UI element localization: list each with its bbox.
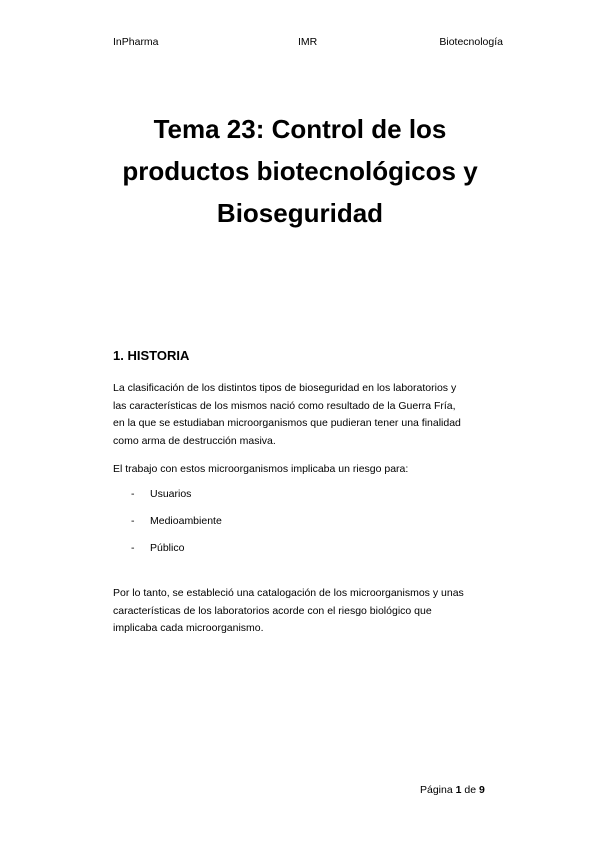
- header-center-text: IMR: [298, 36, 318, 48]
- paragraph-risk-intro: [113, 461, 493, 479]
- paragraph-line: en la que se estudiaban microorganismos que pudieran tener una finalidad: [113, 417, 461, 429]
- page-header: [113, 36, 503, 52]
- total-pages: 9: [479, 784, 485, 796]
- paragraph-line: La clasificación de los distintos tipos de bioseguridad en los laboratorios y: [113, 382, 457, 394]
- paragraph-history: [113, 380, 493, 450]
- page-number: [420, 784, 485, 796]
- dash-marker: -: [131, 542, 135, 554]
- title-line: Bioseguridad: [216, 198, 384, 228]
- paragraph-line: implicaba cada microorganismo.: [113, 622, 264, 634]
- page-label: Página: [420, 784, 453, 796]
- paragraph-conclusion: [113, 585, 493, 638]
- list-item-text: Público: [150, 542, 185, 554]
- dash-marker: -: [131, 488, 135, 500]
- list-item-text: Usuarios: [150, 488, 192, 500]
- paragraph-line: las características de los mismos nació como resultado de la Guerra Fría,: [113, 399, 456, 412]
- list-item-text: Medioambiente: [150, 515, 222, 527]
- paragraph-line: como arma de destrucción masiva.: [113, 434, 276, 447]
- header-left-text: InPharma: [113, 36, 159, 48]
- document-title: [100, 108, 500, 234]
- header-right-text: Biotecnología: [439, 36, 503, 48]
- dash-marker: -: [131, 515, 135, 527]
- of-label: de: [464, 784, 477, 796]
- current-page: 1: [455, 784, 462, 796]
- title-line: Tema 23: Control de los: [153, 114, 447, 144]
- paragraph-line: Por lo tanto, se estableció una catalogación de los microorganismos y unas: [113, 587, 464, 599]
- title-line: productos biotecnológicos y: [122, 156, 478, 186]
- paragraph-line: El trabajo con estos microorganismos implicaba un riesgo para:: [113, 463, 409, 475]
- paragraph-line: características de los laboratorios acorde con el riesgo biológico que: [113, 604, 432, 617]
- section-heading: 1. HISTORIA: [113, 348, 190, 363]
